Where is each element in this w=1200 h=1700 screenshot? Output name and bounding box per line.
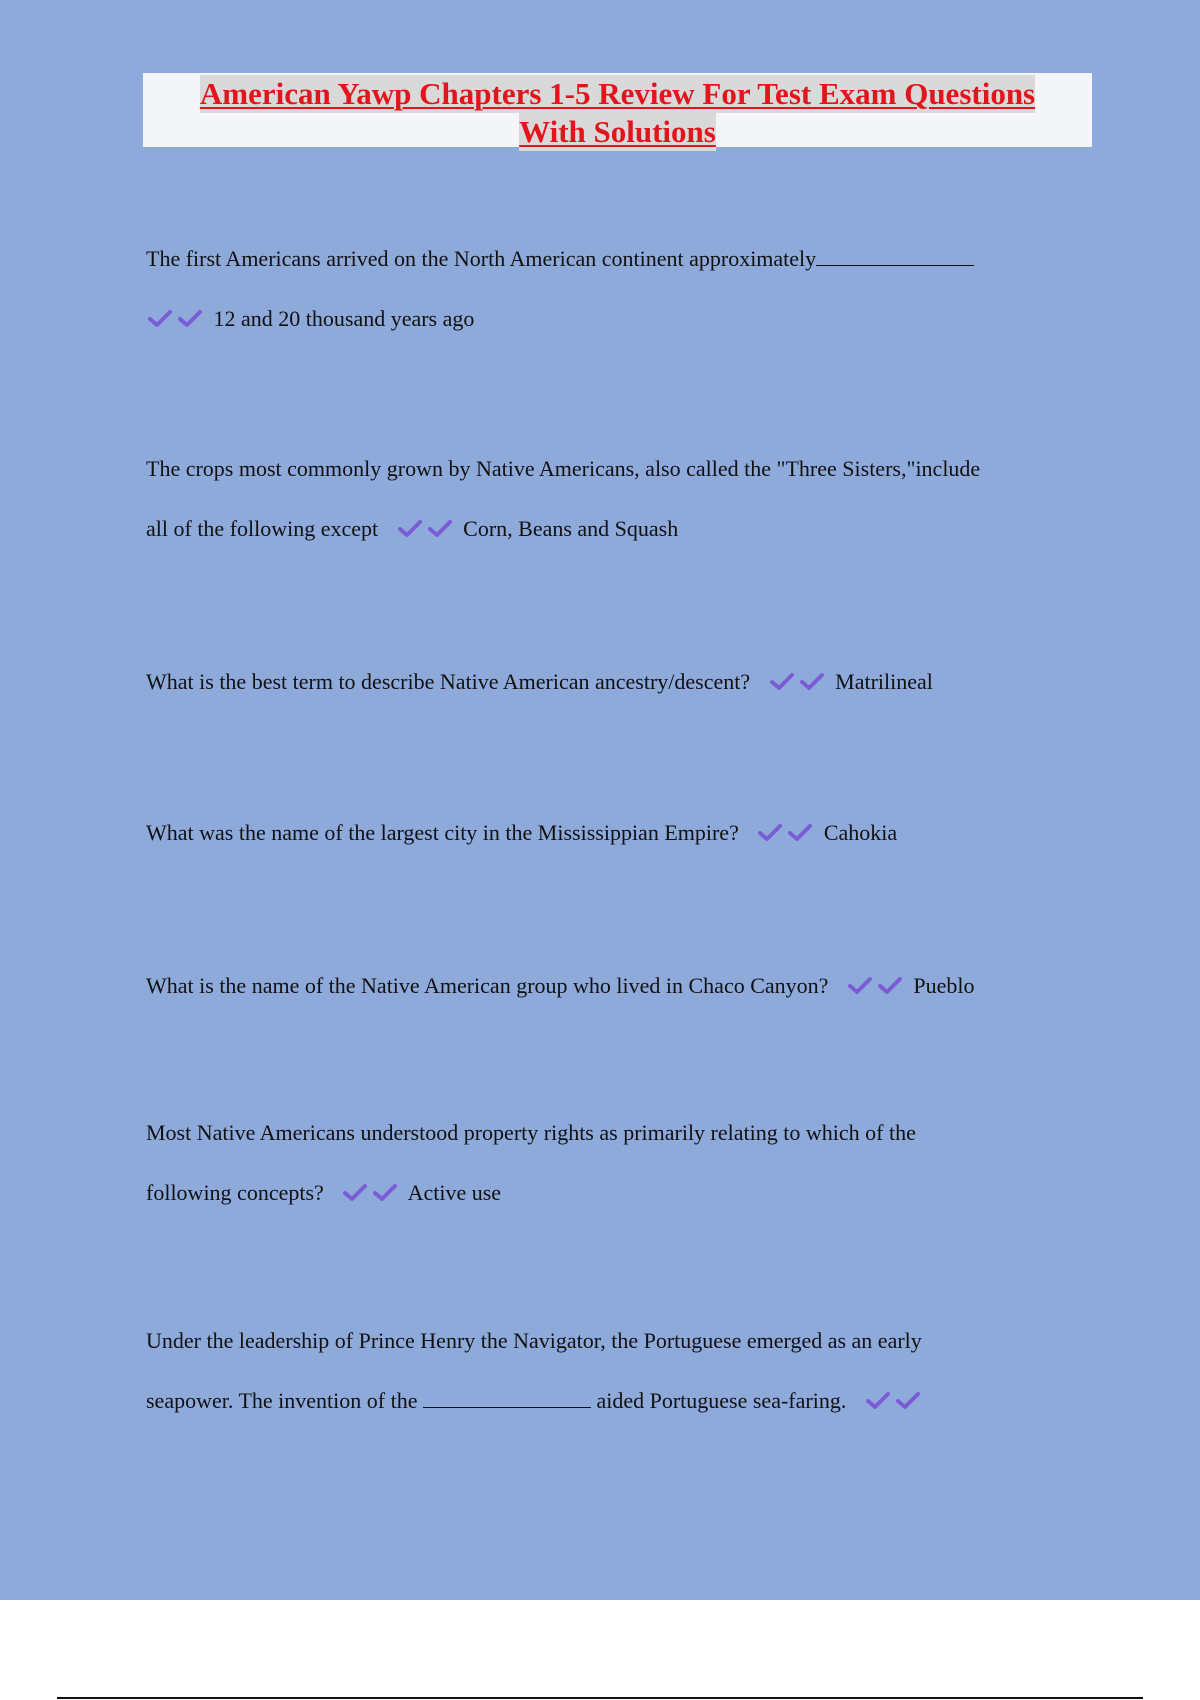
qa-item-5 [146, 956, 1076, 1016]
check-icon [800, 673, 824, 691]
answer-checks [764, 669, 835, 694]
question-text-line-2: following concepts? [146, 1180, 324, 1205]
answer-checks [392, 516, 463, 541]
answer-blank [816, 247, 974, 266]
question-text: What was the name of the largest city in the Mississippian Empire? [146, 820, 739, 845]
check-icon [428, 520, 452, 538]
answer-text: Corn, Beans and Squash [463, 516, 679, 541]
check-icon [770, 673, 794, 691]
answer-text: Active use [407, 1180, 502, 1205]
question-text: What is the name of the Native American group who lived in Chaco Canyon? [146, 973, 829, 998]
question-text-line-2a: seapower. The invention of the [146, 1388, 418, 1413]
document-title-line-1: American Yawp Chapters 1-5 Review For Test Exam Questions [199, 76, 1036, 111]
footer-divider [57, 1697, 1143, 1699]
qa-item-6 [146, 1103, 1076, 1223]
check-icon [758, 824, 782, 842]
qa-item-7 [146, 1311, 1076, 1431]
check-icon [178, 310, 202, 328]
qa-item-3 [146, 652, 1076, 712]
check-icon [896, 1392, 920, 1410]
answer-text: Cahokia [823, 820, 898, 845]
answer-checks [860, 1388, 926, 1413]
check-icon [398, 520, 422, 538]
answer-checks [753, 820, 824, 845]
qa-item-4 [146, 803, 1076, 863]
check-icon [148, 310, 172, 328]
question-text-line-2b: aided Portuguese sea-faring. [596, 1388, 847, 1413]
qa-item-1 [146, 229, 1076, 349]
check-icon [788, 824, 812, 842]
answer-checks [338, 1180, 408, 1205]
answer-checks [842, 973, 913, 998]
question-text-line-1: Most Native Americans understood property rights as primarily relating to which of the [146, 1120, 916, 1145]
question-text: The first Americans arrived on the North American continent approximately [146, 246, 817, 271]
check-icon [343, 1184, 367, 1202]
qa-item-2 [146, 439, 1076, 559]
answer-checks [148, 306, 214, 331]
question-text: What is the best term to describe Native American ancestry/descent? [146, 669, 751, 694]
answer-text: Pueblo [913, 973, 975, 998]
check-icon [878, 977, 902, 995]
question-text-line-1: The crops most commonly grown by Native Americans, also called the "Three Sisters,"include [146, 456, 981, 481]
question-text-line-1: Under the leadership of Prince Henry the Navigator, the Portuguese emerged as an early [146, 1328, 922, 1353]
title-banner [143, 73, 1092, 147]
check-icon [866, 1392, 890, 1410]
answer-text: 12 and 20 thousand years ago [213, 306, 475, 331]
answer-text: Matrilineal [835, 669, 933, 694]
question-text-line-2: all of the following except [146, 516, 379, 541]
check-icon [848, 977, 872, 995]
check-icon [373, 1184, 397, 1202]
answer-blank [423, 1389, 591, 1408]
document-title-line-2: With Solutions [519, 114, 716, 149]
